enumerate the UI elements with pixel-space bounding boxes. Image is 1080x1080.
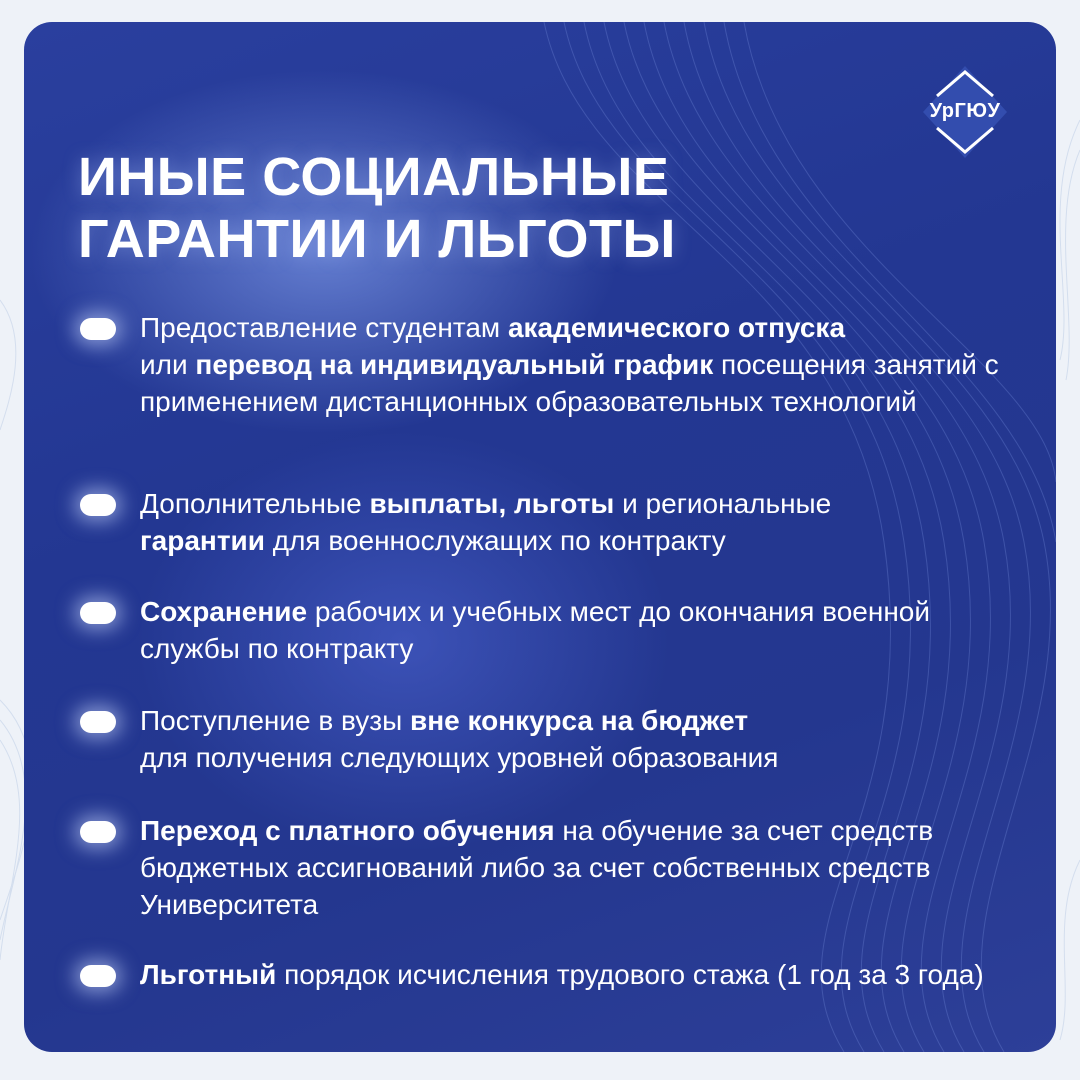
bullet-pill-icon <box>80 494 116 516</box>
logo-text: УрГЮУ <box>929 100 1001 122</box>
page-title <box>78 146 838 270</box>
title-line-2: ГАРАНТИИ И ЛЬГОТЫ <box>78 209 676 269</box>
info-card <box>24 22 1056 1052</box>
title-line-1: ИНЫЕ СОЦИАЛЬНЫЕ <box>78 147 670 207</box>
university-logo <box>921 64 1009 164</box>
list-item-text: Поступление в вузы вне конкурса на бюджет для получения следующих уровней образования <box>140 705 779 773</box>
list-item-text: Льготный порядок исчисления трудового стажа (1 год за 3 года) <box>140 959 984 990</box>
list-item-text: Сохранение рабочих и учебных мест до окончания военной службы по контракту <box>140 596 930 664</box>
list-item-text: Дополнительные выплаты, льготы и региональные гарантии для военнослужащих по контракту <box>140 488 832 556</box>
list-item-text: Переход с платного обучения на обучение за счет средств бюджетных ассигнований либо за счет собственных средств Университета <box>140 815 934 920</box>
bullet-pill-icon <box>80 711 116 733</box>
bullet-pill-icon <box>80 821 116 843</box>
bullet-pill-icon <box>80 318 116 340</box>
bullet-pill-icon <box>80 602 116 624</box>
list-item-text: Предоставление студентам академического отпуска или перевод на индивидуальный график посещения занятий с применением дистанционных образовательных технологий <box>140 312 999 417</box>
bullet-pill-icon <box>80 965 116 987</box>
